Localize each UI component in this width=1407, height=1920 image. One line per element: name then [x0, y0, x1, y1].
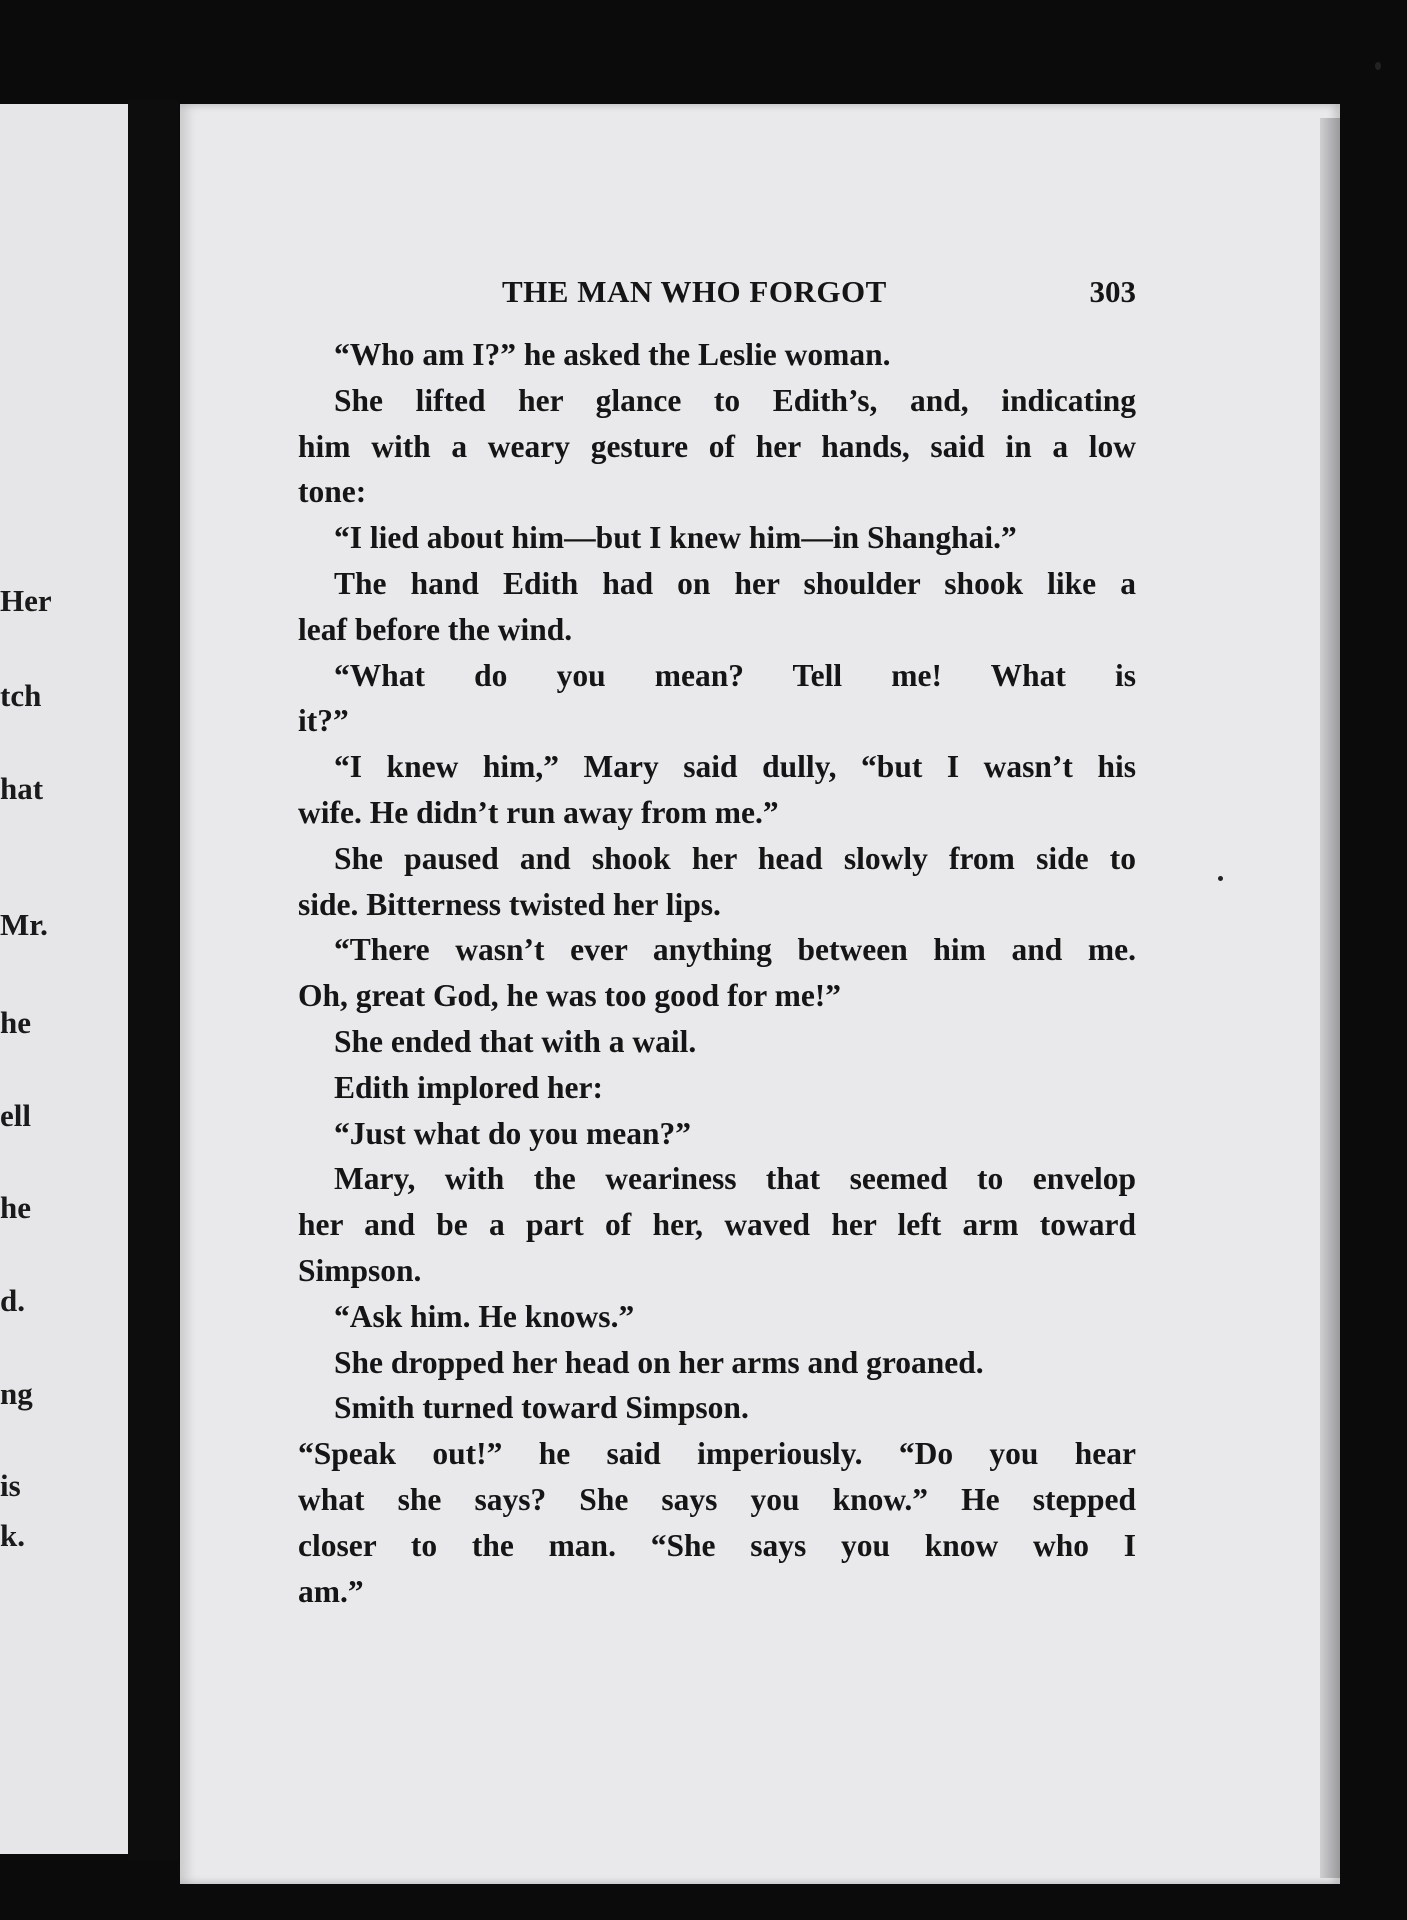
text-line: closer to the man. “She says you know who I	[298, 1527, 1136, 1563]
page-edge	[1320, 118, 1340, 1878]
text-line: am.”	[298, 1573, 364, 1609]
facing-page-word-fragment: hat	[0, 771, 44, 806]
text-line: She dropped her head on her arms and groaned.	[334, 1344, 984, 1380]
facing-page-word-fragment: k.	[0, 1518, 25, 1553]
text-line: “Ask him. He knows.”	[334, 1298, 635, 1334]
page-header	[316, 274, 1136, 314]
text-line: leaf before the wind.	[298, 611, 573, 647]
facing-page-word-fragment: Her	[0, 583, 52, 618]
text-line: Oh, great God, he was too good for me!”	[298, 978, 842, 1014]
facing-page-word-fragment: ell	[0, 1098, 31, 1133]
facing-page-word-fragment: tch	[0, 678, 42, 713]
text-line: “Speak out!” he said imperiously. “Do you hear	[298, 1436, 1136, 1472]
scan-speck	[1218, 876, 1223, 881]
text-line: “What do you mean? Tell me! What is	[334, 657, 1136, 693]
text-line: Smith turned toward Simpson.	[334, 1390, 749, 1426]
text-line: tone:	[298, 474, 367, 510]
text-line: She paused and shook her head slowly from side to	[334, 840, 1136, 876]
facing-page-word-fragment: is	[0, 1468, 21, 1503]
text-line: “Who am I?” he asked the Leslie woman.	[334, 337, 891, 372]
text-line: She ended that with a wail.	[334, 1023, 697, 1059]
text-line: side. Bitterness twisted her lips.	[298, 886, 721, 922]
body-text	[298, 332, 1136, 1614]
scan-speck	[1375, 62, 1381, 70]
facing-page-word-fragment: d.	[0, 1283, 25, 1318]
text-line: She lifted her glance to Edith’s, and, indicating	[334, 382, 1136, 418]
text-line: him with a weary gesture of her hands, said in a low	[298, 428, 1136, 464]
facing-page-word-fragment: he	[0, 1005, 31, 1040]
text-line: it?”	[298, 703, 349, 739]
text-line: Mary, with the weariness that seemed to envelop	[334, 1161, 1136, 1197]
text-line: “There wasn’t ever anything between him and me.	[334, 932, 1136, 968]
text-line: what she says? She says you know.” He stepped	[298, 1481, 1136, 1517]
text-line: Edith implored her:	[334, 1069, 603, 1105]
text-line: “Just what do you mean?”	[334, 1115, 692, 1151]
facing-page-word-fragment: he	[0, 1190, 31, 1225]
facing-page-word-fragment: ng	[0, 1376, 33, 1411]
page-number: 303	[1089, 274, 1136, 309]
text-line: “I lied about him—but I knew him—in Shanghai.”	[334, 520, 1017, 556]
running-title: THE MAN WHO FORGOT	[502, 274, 887, 309]
text-line: The hand Edith had on her shoulder shook like a	[334, 565, 1136, 601]
text-line: “I knew him,” Mary said dully, “but I wasn’t his	[334, 749, 1136, 785]
facing-page-word-fragment: Mr.	[0, 907, 48, 942]
text-line: wife. He didn’t run away from me.”	[298, 794, 779, 830]
text-line: her and be a part of her, waved her left arm toward	[298, 1207, 1136, 1243]
book-gutter	[128, 100, 178, 1860]
text-line: Simpson.	[298, 1252, 422, 1288]
